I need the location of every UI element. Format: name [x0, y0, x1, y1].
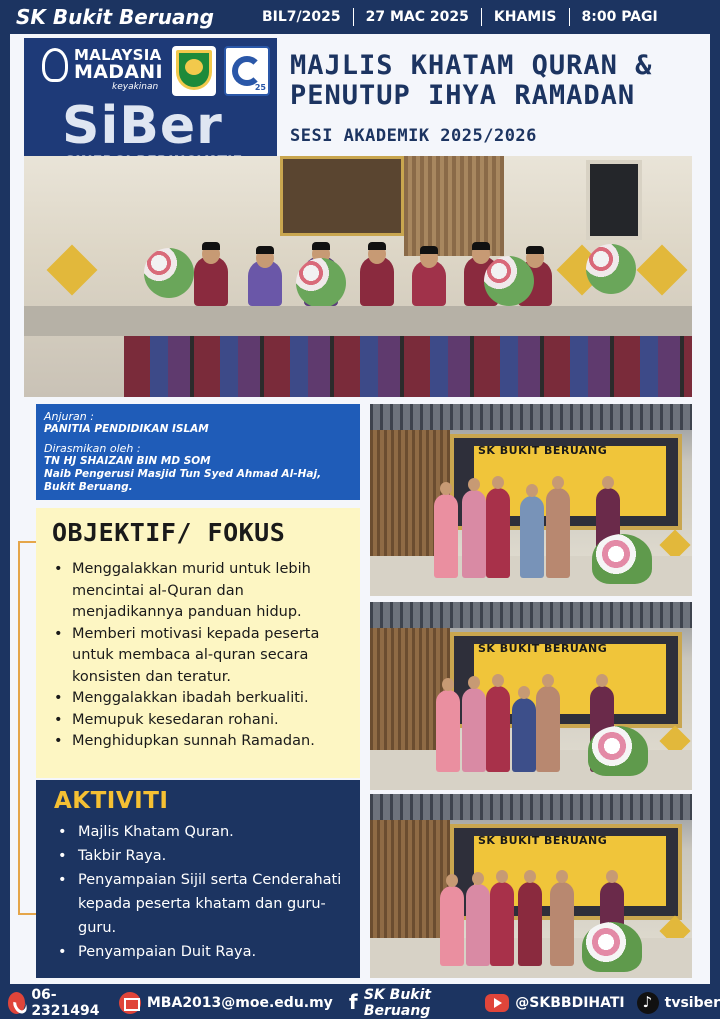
event-photo-1: [370, 404, 692, 596]
event-title-line2: PENUTUP IHYA RAMADAN: [290, 80, 636, 111]
list-item: • Majlis Khatam Quran.: [54, 820, 342, 844]
officiant-name: TN HJ SHAIZAN BIN MD SOM: [44, 455, 211, 467]
list-item: • Menggalakkan ibadah berkualiti.: [52, 688, 344, 710]
list-item: • Menggalakkan murid untuk lebih mencintai al-Quran dan menjadikannya panduan hidup.: [52, 559, 344, 624]
event-photo-2: [370, 602, 692, 790]
academic-session: SESI AKADEMIK 2025/2026: [290, 126, 537, 146]
event-title-line1: MAJLIS KHATAM QURAN &: [290, 50, 653, 81]
officiant-label: Dirasmikan oleh :: [44, 442, 141, 455]
youtube-icon: [485, 994, 509, 1012]
facebook-page: SK Bukit Beruang: [363, 986, 432, 1019]
footer-phone[interactable]: [8, 987, 105, 1019]
decorative-bracket: [18, 541, 36, 915]
top-bar: [0, 0, 720, 34]
footer-youtube[interactable]: [485, 994, 624, 1012]
list-item: • Penyampaian Sijil serta Cenderahati kepada peserta khatam dan guru-guru.: [54, 868, 342, 940]
activities-heading: AKTIVITI: [54, 788, 169, 814]
activities-box: [36, 780, 360, 978]
madani-line1: MALAYSIA: [74, 46, 162, 64]
objectives-heading: OBJEKTIF/ FOKUS: [52, 518, 286, 547]
stage-sign-text: SK BUKIT BERUANG: [478, 642, 608, 655]
madani-line2: MADANI: [74, 61, 163, 83]
footer-facebook[interactable]: [347, 987, 473, 1019]
malaysia-madani-logo: [42, 44, 182, 94]
footer-email[interactable]: [119, 992, 333, 1014]
siber-wordmark: SiBer: [62, 96, 223, 156]
event-date: 27 MAC 2025: [365, 9, 469, 25]
event-day: KHAMIS: [493, 9, 557, 25]
officiant-place: Bukit Beruang.: [44, 481, 133, 493]
organizer-value: PANITIA PENDIDIKAN ISLAM: [44, 423, 209, 435]
school-crest-icon: [172, 46, 216, 96]
list-item: • Menghidupkan sunnah Ramadan.: [52, 731, 344, 753]
youtube-handle: @SKBBDIHATI: [515, 994, 625, 1011]
stage-sign-text: SK BUKIT BERUANG: [478, 444, 608, 457]
event-photo-3: [370, 794, 692, 978]
footer-contact-bar: [0, 986, 720, 1019]
organizer-label: Anjuran :: [44, 410, 94, 423]
facebook-icon: [347, 992, 358, 1014]
list-item: • Takbir Raya.: [54, 844, 342, 868]
phone-icon: [8, 992, 25, 1014]
list-item: • Memupuk kesedaran rohani.: [52, 710, 344, 732]
main-event-photo: [24, 156, 692, 397]
email-icon: [119, 992, 141, 1014]
tiktok-handle: tvsiber: [664, 994, 720, 1011]
list-item: • Penyampaian Duit Raya.: [54, 940, 342, 964]
organizer-box: [36, 404, 360, 500]
objectives-box: [36, 508, 360, 778]
tiktok-icon: [637, 992, 659, 1014]
officiant-role: Naib Pengerusi Masjid Tun Syed Ahmad Al-Haj,: [44, 468, 322, 480]
district-logo-icon: 25: [224, 46, 270, 96]
objectives-list: [52, 559, 344, 753]
event-time: 8:00 PAGI: [581, 9, 658, 25]
stage-sign-text: SK BUKIT BERUANG: [478, 834, 608, 847]
madani-emblem-icon: [42, 48, 68, 82]
activities-list: [54, 820, 342, 964]
email-address: MBA2013@moe.edu.my: [146, 994, 333, 1011]
school-name: SK Bukit Beruang: [16, 5, 214, 29]
issue-number: BIL7/2025: [262, 9, 341, 25]
footer-tiktok[interactable]: [637, 992, 720, 1014]
madani-tagline: keyakinan: [112, 82, 159, 92]
list-item: • Memberi motivasi kepada peserta untuk membaca al-quran secara konsisten dan teratur.: [52, 624, 344, 689]
phone-number: 06-2321494: [31, 986, 100, 1019]
